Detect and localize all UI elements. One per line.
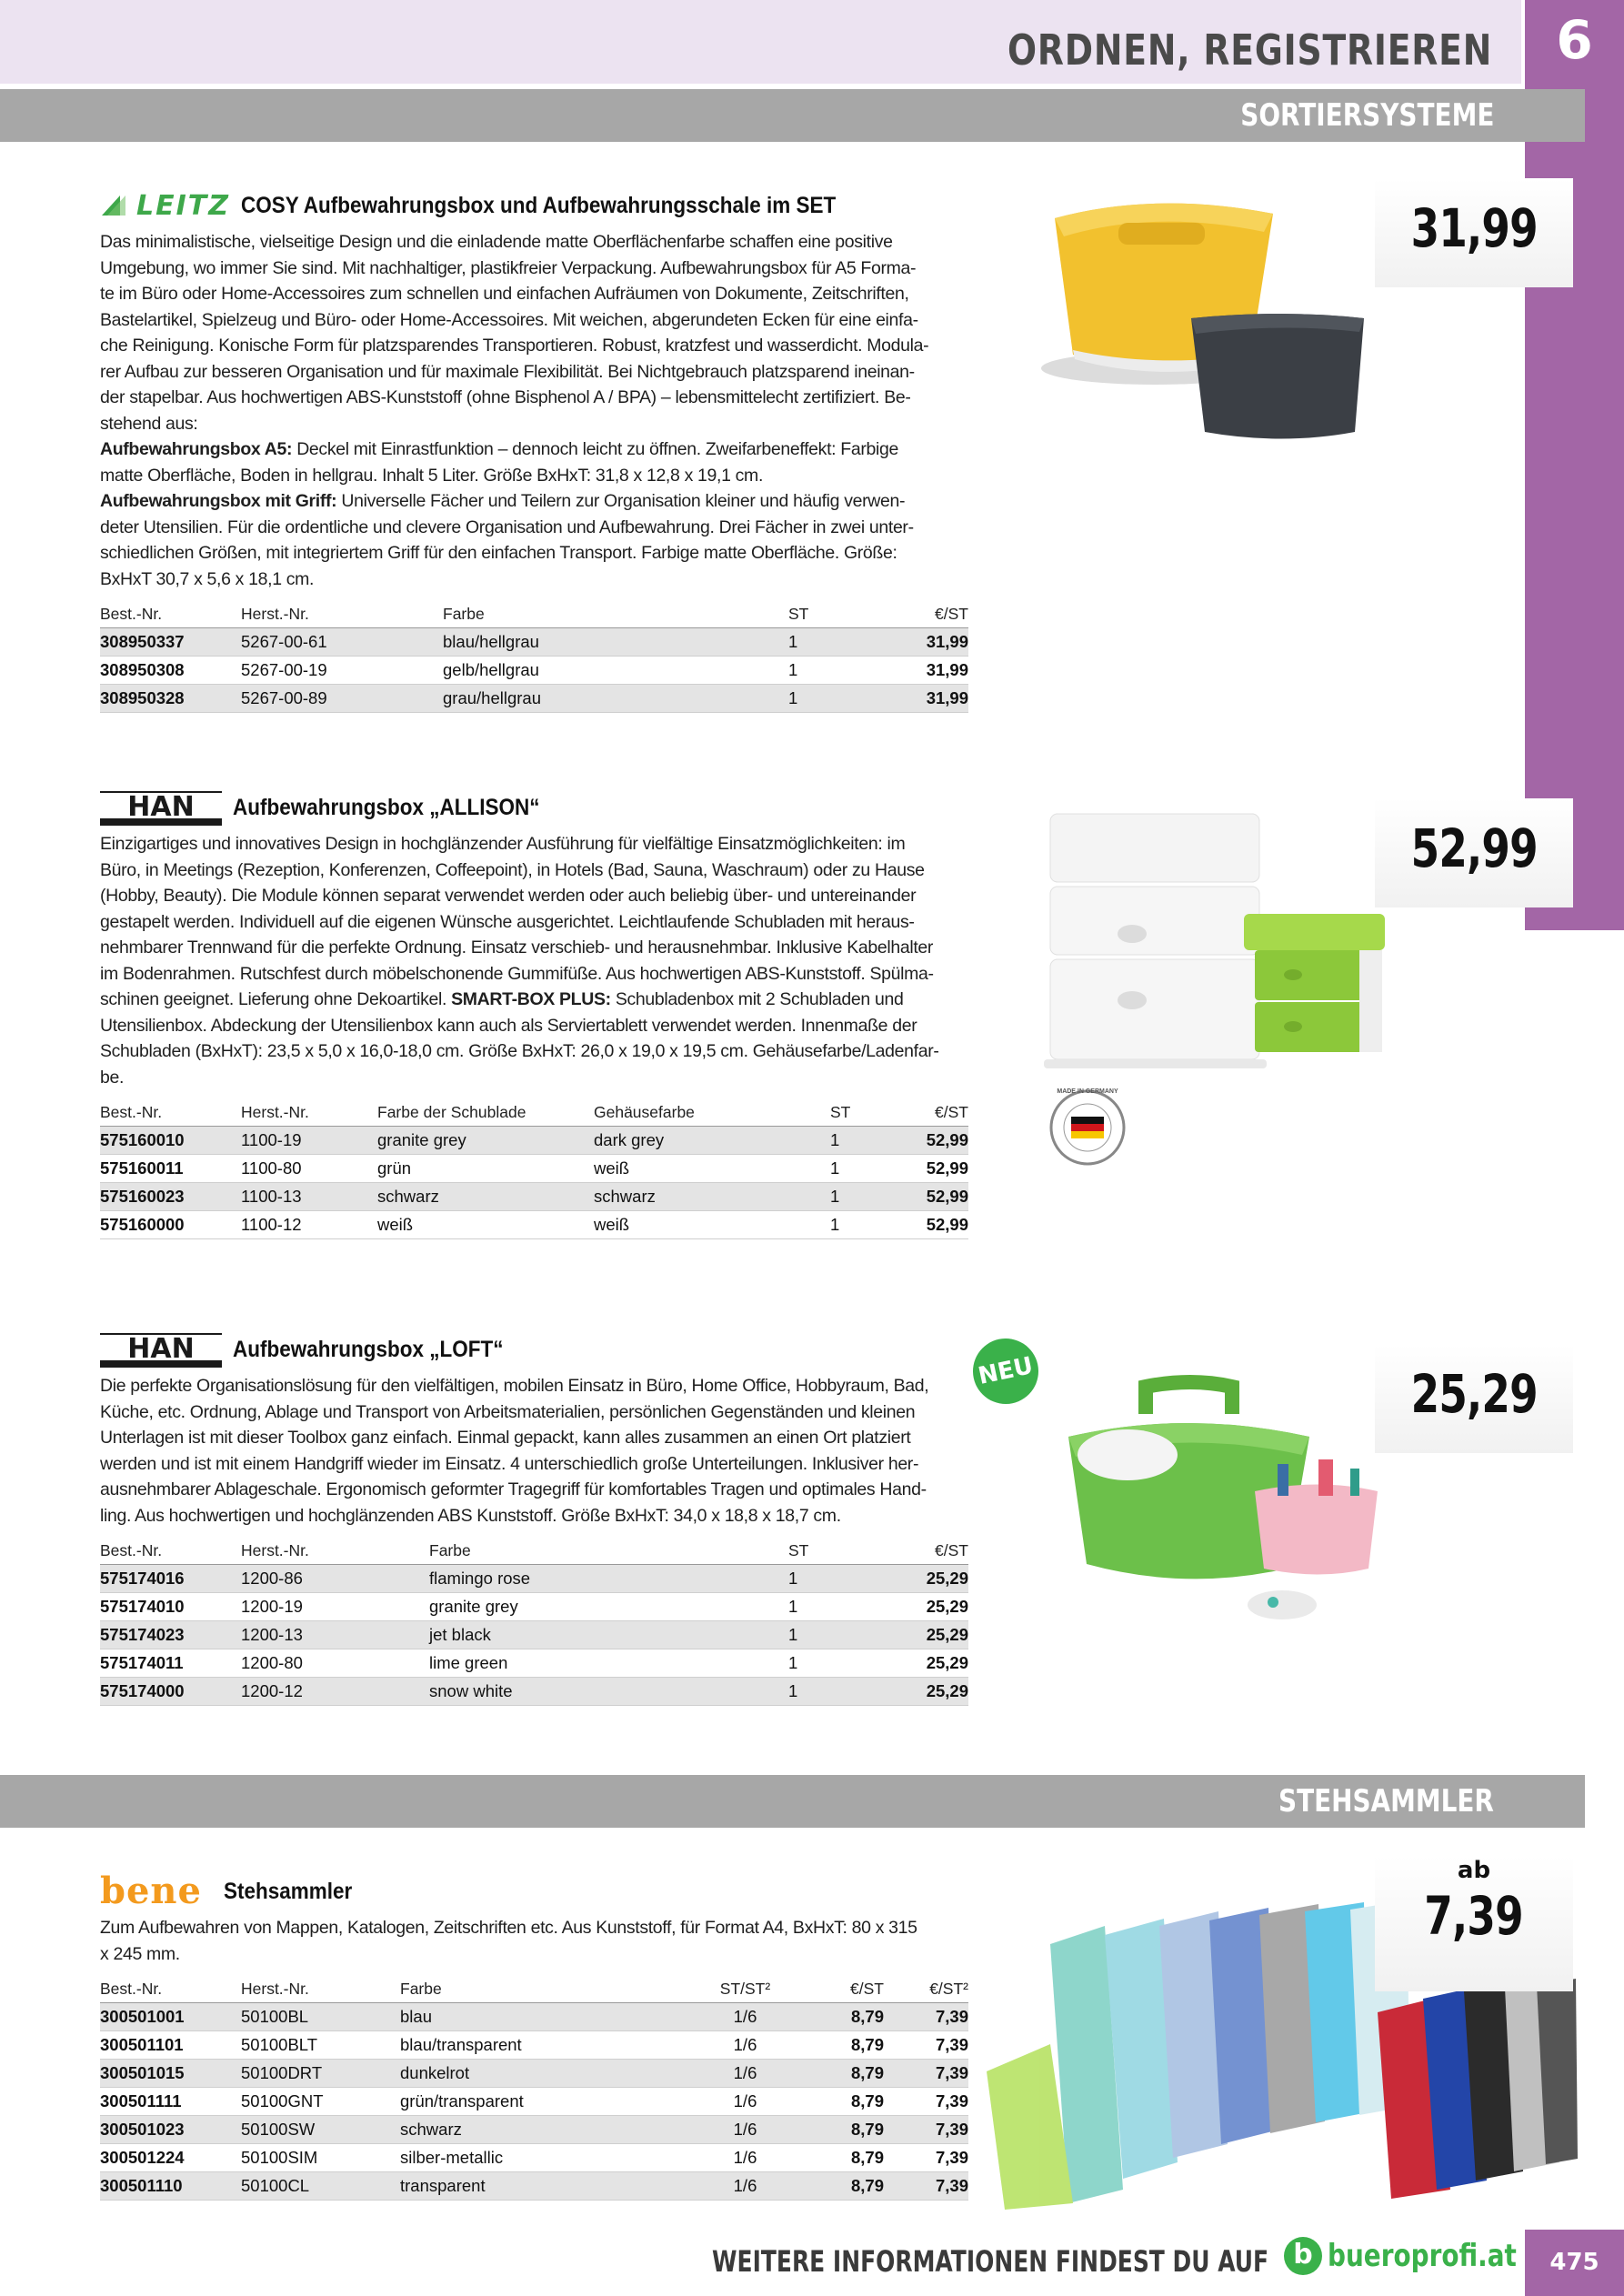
desc-text: Schubladenbox mit 2 Schubladen und: [610, 989, 904, 1009]
table-row: [100, 1127, 968, 1155]
quantity-cell: 1: [788, 1621, 879, 1649]
color-cell: granite grey: [429, 1593, 788, 1621]
desc-line: Das minimalistische, vielseitige Design und die einladende matte Oberflächenfarbe schaffen eine positive: [100, 232, 893, 252]
pack-price-cell: 7,39: [884, 2088, 968, 2116]
price-cell: 8,79: [802, 2060, 884, 2088]
pack-cell: 1/6: [688, 2172, 802, 2201]
desc-line: Bastelartikel, Spielzeug und Büro- oder Home-Accessoires. Mit weichen, abgerundeten Ecken für eine einfa-: [100, 309, 918, 330]
price-cell: 8,79: [802, 2172, 884, 2201]
color-cell: snow white: [429, 1678, 788, 1706]
desc-line: werden und ist mit einem Handgriff wieder im Einsatz. 4 unterschiedlich große Unterteilungen. Inklusiver her-: [100, 1453, 919, 1474]
order-number[interactable]: 575174000: [100, 1678, 241, 1706]
color-cell: silber-metallic: [400, 2144, 688, 2172]
new-badge: NEU: [967, 1332, 1044, 1409]
price-cell: 52,99: [896, 1127, 968, 1155]
manufacturer-number: 50100GNT: [241, 2088, 400, 2116]
product-han-allison: [100, 787, 968, 1239]
order-number[interactable]: 300501110: [100, 2172, 241, 2201]
manufacturer-number: 50100BL: [241, 2003, 400, 2031]
manufacturer-number: 1100-80: [241, 1155, 377, 1183]
order-number[interactable]: 575174011: [100, 1649, 241, 1678]
table-row: [100, 657, 968, 685]
desc-line: deter Utensilien. Für die ordentliche und clevere Organisation und Aufbewahrung. Drei Fächer in zwei unter-: [100, 516, 914, 537]
color-cell: blau/transparent: [400, 2031, 688, 2060]
price-cell: 25,29: [879, 1621, 968, 1649]
made-in-germany-badge: [1048, 1088, 1128, 1168]
table-row: [100, 628, 968, 657]
manufacturer-number: 50100CL: [241, 2172, 400, 2201]
table-header: [100, 605, 968, 628]
han-logo: [100, 787, 222, 827]
table-row: [100, 2003, 968, 2031]
desc-line: Büro, in Meetings (Rezeption, Konferenzen, Coffeepoint), in Hotels (Bad, Sauna, Waschraum) oder zu Hause: [100, 859, 925, 880]
column-header: Farbe: [400, 1980, 688, 2003]
desc-text: Universelle Fächer und Teilern zur Organisation kleiner und häufig verwen-: [336, 491, 906, 511]
color-cell: blau/hellgrau: [443, 628, 788, 657]
column-header: Best.-Nr.: [100, 1103, 241, 1127]
color-cell: blau: [400, 2003, 688, 2031]
footer-text: WEITERE INFORMATIONEN FINDEST DU AUF: [712, 2244, 1269, 2279]
product-header: [100, 1329, 968, 1369]
product-han-loft: [100, 1329, 968, 1706]
quantity-cell: 1: [830, 1211, 896, 1239]
price-amount: 31,99: [1410, 197, 1538, 259]
order-number[interactable]: 300501224: [100, 2144, 241, 2172]
manufacturer-number: 50100BLT: [241, 2031, 400, 2060]
table-header: [100, 1980, 968, 2003]
pack-cell: 1/6: [688, 2144, 802, 2172]
quantity-cell: 1: [788, 1678, 879, 1706]
made-in-germany-text: MADE IN GERMANY: [1057, 1088, 1118, 1095]
table-row: [100, 685, 968, 713]
price-badge: [1375, 1857, 1573, 1948]
desc-line: Die perfekte Organisationslösung für den vielfältigen, mobilen Einsatz in Büro, Home Office, Hobbyraum, Bad,: [100, 1376, 929, 1396]
quantity-cell: 1: [830, 1183, 896, 1211]
manufacturer-number: 1100-13: [241, 1183, 377, 1211]
section-band-sortiersysteme: [0, 89, 1585, 142]
housing-color-cell: dark grey: [594, 1127, 830, 1155]
product-leitz-cosy: [100, 185, 968, 713]
price-cell: 31,99: [879, 685, 968, 713]
drawer-color-cell: grün: [377, 1155, 594, 1183]
manufacturer-number: 5267-00-61: [241, 628, 443, 657]
manufacturer-number: 50100DRT: [241, 2060, 400, 2088]
desc-line: te im Büro oder Home-Accessoires zum schnellen und einfachen Aufräumen von Dokumente, Zeitschriften,: [100, 284, 909, 304]
housing-color-cell: schwarz: [594, 1183, 830, 1211]
price-amount: 52,99: [1410, 817, 1538, 879]
han-logo: [100, 1329, 222, 1369]
pack-price-cell: 7,39: [884, 2116, 968, 2144]
manufacturer-number: 1200-86: [241, 1565, 429, 1593]
desc-line: Zum Aufbewahren von Mappen, Katalogen, Zeitschriften etc. Aus Kunststoff, für Format A4, BxHxT: 80 x 315: [100, 1918, 917, 1938]
product-image-leitz-cosy: [1037, 182, 1373, 455]
price-cell: 25,29: [879, 1678, 968, 1706]
desc-bold-label: Aufbewahrungsbox mit Griff:: [100, 491, 337, 511]
chapter-title: ORDNEN, REGISTRIEREN: [1007, 25, 1492, 75]
table-row: [100, 1649, 968, 1678]
order-number[interactable]: 575160011: [100, 1155, 241, 1183]
product-description: [100, 1373, 968, 1529]
quantity-cell: 1: [788, 1593, 879, 1621]
order-number[interactable]: 300501101: [100, 2031, 241, 2060]
brand-name: HAN: [127, 791, 195, 823]
table-row: [100, 1593, 968, 1621]
table-row: [100, 2088, 968, 2116]
price-badge: [1375, 1362, 1573, 1426]
table-header: [100, 1103, 968, 1127]
column-header: Farbe der Schublade: [377, 1103, 594, 1127]
chapter-number: 6: [1556, 9, 1593, 71]
order-number[interactable]: 575160000: [100, 1211, 241, 1239]
color-cell: transparent: [400, 2172, 688, 2201]
color-cell: flamingo rose: [429, 1565, 788, 1593]
product-title: COSY Aufbewahrungsbox und Aufbewahrungsschale im SET: [241, 192, 837, 218]
column-header: Herst.-Nr.: [241, 1980, 400, 2003]
han-logo-mark-icon: [100, 1329, 222, 1369]
pack-price-cell: 7,39: [884, 2003, 968, 2031]
quantity-cell: 1: [830, 1127, 896, 1155]
housing-color-cell: weiß: [594, 1155, 830, 1183]
desc-line: [100, 436, 968, 463]
desc-line: ling. Aus hochwertigen und hochglänzenden ABS Kunststoff. Größe BxHxT: 34,0 x 18,8 x 18,7 cm.: [100, 1505, 841, 1526]
product-title: Aufbewahrungsbox „LOFT“: [233, 1336, 504, 1362]
order-number[interactable]: 308950328: [100, 685, 241, 713]
column-header: Best.-Nr.: [100, 1541, 241, 1565]
column-header: Gehäusefarbe: [594, 1103, 830, 1127]
manufacturer-number: 1200-19: [241, 1593, 429, 1621]
quantity-cell: 1: [788, 1565, 879, 1593]
price-cell: 31,99: [879, 628, 968, 657]
column-header: Best.-Nr.: [100, 1980, 241, 2003]
brand-name: LEITZ: [136, 189, 230, 222]
quantity-cell: 1: [788, 1649, 879, 1678]
manufacturer-number: 1200-80: [241, 1649, 429, 1678]
desc-text: Deckel mit Einrastfunktion – dennoch leicht zu öffnen. Zweifarbeneffekt: Farbige: [292, 439, 898, 459]
color-cell: lime green: [429, 1649, 788, 1678]
product-title: Stehsammler: [224, 1878, 353, 1904]
column-header: ST/ST²: [688, 1980, 802, 2003]
desc-bold-label: Aufbewahrungsbox A5:: [100, 439, 293, 459]
desc-line: Einzigartiges und innovatives Design in hochglänzender Ausführung für vielfältige Einsatzmöglichkeiten: im: [100, 834, 906, 854]
desc-line: Umgebung, wo immer Sie sind. Mit nachhaltiger, plastikfreier Verpackung. Aufbewahrungsbox für A5 Forma-: [100, 257, 917, 278]
table-row: [100, 2116, 968, 2144]
bene-logo: [100, 1870, 213, 1912]
desc-line: ausnehmbarer Ablageschale. Ergonomisch geformter Tragegriff für komfortables Tragen und optimales Hand-: [100, 1479, 927, 1499]
table-row: [100, 1183, 968, 1211]
price-cell: 25,29: [879, 1565, 968, 1593]
desc-line: schiedlichen Größen, mit integriertem Griff für den einfachen Transport. Farbige matte Oberfläche. Größe:: [100, 543, 897, 563]
manufacturer-number: 5267-00-89: [241, 685, 443, 713]
product-image-han-loft: [1046, 1373, 1391, 1637]
table-row: [100, 1621, 968, 1649]
order-number[interactable]: 308950308: [100, 657, 241, 685]
order-number[interactable]: 575174023: [100, 1621, 241, 1649]
price-cell: 8,79: [802, 2003, 884, 2031]
product-header: [100, 1871, 968, 1911]
order-number[interactable]: 300501015: [100, 2060, 241, 2088]
desc-line: im Bodenrahmen. Rutschfest durch möbelschonende Gummifüße. Aus hochwertigen ABS-Kunststoff. Spülma-: [100, 963, 934, 984]
column-header: €/ST: [879, 605, 968, 628]
quantity-cell: 1: [788, 628, 879, 657]
price-badge: [1375, 196, 1573, 260]
product-header: [100, 787, 968, 827]
table-row: [100, 1211, 968, 1239]
price-badge: [1375, 817, 1573, 880]
price-amount: 7,39: [1424, 1885, 1524, 1947]
product-description: [100, 1915, 968, 1967]
drawer-color-cell: weiß: [377, 1211, 594, 1239]
desc-line: Küche, etc. Ordnung, Ablage und Transport von Arbeitsmaterialien, persönlichen Gegenständen und kleinen: [100, 1401, 916, 1422]
pack-price-cell: 7,39: [884, 2144, 968, 2172]
color-cell: grau/hellgrau: [443, 685, 788, 713]
quantity-cell: 1: [830, 1155, 896, 1183]
desc-line: stehend aus:: [100, 413, 198, 434]
product-description: [100, 831, 968, 1090]
desc-line: be.: [100, 1067, 125, 1088]
manufacturer-number: 1100-12: [241, 1211, 377, 1239]
pack-cell: 1/6: [688, 2031, 802, 2060]
pack-cell: 1/6: [688, 2003, 802, 2031]
order-number[interactable]: 575160023: [100, 1183, 241, 1211]
column-header: Farbe: [429, 1541, 788, 1565]
manufacturer-number: 1200-13: [241, 1621, 429, 1649]
column-header: €/ST: [896, 1103, 968, 1127]
color-cell: grün/transparent: [400, 2088, 688, 2116]
manufacturer-number: 1100-19: [241, 1127, 377, 1155]
price-cell: 8,79: [802, 2116, 884, 2144]
desc-line: x 245 mm.: [100, 1943, 180, 1964]
column-header: Farbe: [443, 605, 788, 628]
order-number[interactable]: 575174016: [100, 1565, 241, 1593]
column-header: Herst.-Nr.: [241, 1103, 377, 1127]
product-bene-stehsammler: [100, 1871, 968, 2201]
order-number[interactable]: 575174010: [100, 1593, 241, 1621]
column-header: €/ST: [879, 1541, 968, 1565]
footer-domain-link[interactable]: bueroprofi.at: [1328, 2238, 1517, 2274]
order-number[interactable]: 300501023: [100, 2116, 241, 2144]
order-number[interactable]: 300501001: [100, 2003, 241, 2031]
manufacturer-number: 1200-12: [241, 1678, 429, 1706]
pack-cell: 1/6: [688, 2116, 802, 2144]
han-logo-mark-icon: [100, 787, 222, 827]
desc-line: [100, 987, 968, 1013]
table-row: [100, 2060, 968, 2088]
pack-cell: 1/6: [688, 2060, 802, 2088]
product-table: [100, 1980, 968, 2201]
price-cell: 8,79: [802, 2031, 884, 2060]
table-row: [100, 2172, 968, 2201]
quantity-cell: 1: [788, 657, 879, 685]
section-title: STEHSAMMLER: [1278, 1783, 1494, 1820]
footer-logo[interactable]: [1284, 2237, 1559, 2275]
price-cell: 52,99: [896, 1211, 968, 1239]
column-header: Best.-Nr.: [100, 605, 241, 628]
quantity-cell: 1: [788, 685, 879, 713]
desc-line: BxHxT 30,7 x 5,6 x 18,1 cm.: [100, 568, 315, 589]
column-header: €/ST: [802, 1980, 884, 2003]
color-cell: dunkelrot: [400, 2060, 688, 2088]
desc-line: che Reinigung. Konische Form für platzsparendes Transportieren. Robust, kratzfest und wasserdicht. Modula-: [100, 336, 929, 356]
color-cell: schwarz: [400, 2116, 688, 2144]
color-cell: jet black: [429, 1621, 788, 1649]
desc-line: Utensilienbox. Abdeckung der Utensilienbox kann auch als Serviertablett verwendet werden. Innenmaße der: [100, 1015, 917, 1036]
order-number[interactable]: 300501111: [100, 2088, 241, 2116]
table-row: [100, 1565, 968, 1593]
desc-line: Schubladen (BxHxT): 23,5 x 5,0 x 16,0-18,0 cm. Größe BxHxT: 26,0 x 19,0 x 19,5 cm. Gehäusefarbe/Ladenfar-: [100, 1041, 939, 1061]
order-number[interactable]: 308950337: [100, 628, 241, 657]
column-header: ST: [830, 1103, 896, 1127]
desc-text: schinen geeignet. Lieferung ohne Dekoartikel.: [100, 989, 447, 1009]
pack-price-cell: 7,39: [884, 2031, 968, 2060]
column-header: ST: [788, 1541, 879, 1565]
desc-line: matte Oberfläche, Boden in hellgrau. Inhalt 5 Liter. Größe BxHxT: 31,8 x 12,8 x 19,1 cm.: [100, 465, 764, 486]
order-number[interactable]: 575160010: [100, 1127, 241, 1155]
price-cell: 25,29: [879, 1649, 968, 1678]
manufacturer-number: 5267-00-19: [241, 657, 443, 685]
product-header: [100, 185, 968, 226]
page-number: 475: [1525, 2230, 1624, 2296]
brand-name: HAN: [127, 1333, 195, 1365]
desc-line: der stapelbar. Aus hochwertigen ABS-Kunststoff (ohne Bisphenol A / BPA) – lebensmittelecht zertifiziert. Be-: [100, 387, 911, 407]
housing-color-cell: weiß: [594, 1211, 830, 1239]
product-table: [100, 1541, 968, 1706]
column-header: Herst.-Nr.: [241, 1541, 429, 1565]
price-cell: 8,79: [802, 2088, 884, 2116]
desc-line: nehmbarer Trennwand für die perfekte Ordnung. Einsatz verschieb- und herausnehmbar. Inklusive Kabelhalter: [100, 937, 934, 958]
desc-line: Unterlagen ist mit dieser Toolbox ganz einfach. Einmal gepackt, kann alles zusammen an einen Ort platziert: [100, 1428, 911, 1448]
desc-line: (Hobby, Beauty). Die Module können separat verwendet werden oder auch beliebig über- und untereinander: [100, 886, 917, 906]
table-row: [100, 1155, 968, 1183]
desc-line: gestapelt werden. Individuell auf die eigenen Wünsche ausgerichtet. Leichtlaufende Schubladen mit heraus-: [100, 911, 915, 932]
pack-price-cell: 7,39: [884, 2060, 968, 2088]
pack-cell: 1/6: [688, 2088, 802, 2116]
table-header: [100, 1541, 968, 1565]
desc-line: [100, 488, 968, 515]
desc-bold-label: SMART-BOX PLUS:: [451, 989, 611, 1009]
brand-name: bene: [100, 1870, 202, 1912]
price-cell: 31,99: [879, 657, 968, 685]
leitz-logo: [100, 190, 230, 222]
table-row: [100, 2144, 968, 2172]
price-prefix: ab: [1457, 1857, 1491, 1884]
manufacturer-number: 50100SIM: [241, 2144, 400, 2172]
color-cell: gelb/hellgrau: [443, 657, 788, 685]
pack-price-cell: 7,39: [884, 2172, 968, 2201]
drawer-color-cell: schwarz: [377, 1183, 594, 1211]
product-title: Aufbewahrungsbox „ALLISON“: [233, 794, 540, 820]
price-cell: 25,29: [879, 1593, 968, 1621]
bueroprofi-logo-icon: b: [1284, 2237, 1322, 2275]
product-description: [100, 229, 968, 592]
manufacturer-number: 50100SW: [241, 2116, 400, 2144]
price-cell: 52,99: [896, 1155, 968, 1183]
price-cell: 52,99: [896, 1183, 968, 1211]
column-header: Herst.-Nr.: [241, 605, 443, 628]
column-header: ST: [788, 605, 879, 628]
table-row: [100, 1678, 968, 1706]
price-amount: 25,29: [1410, 1363, 1538, 1425]
product-table: [100, 1103, 968, 1239]
table-row: [100, 2031, 968, 2060]
section-title: SORTIERSYSTEME: [1239, 97, 1494, 134]
desc-line: rer Aufbau zur besseren Organisation und für maximale Flexibilität. Bei Nichtgebrauch platzsparend ineinan-: [100, 361, 915, 382]
drawer-color-cell: granite grey: [377, 1127, 594, 1155]
product-image-han-allison: [1037, 800, 1400, 1082]
section-band-stehsammler: [0, 1775, 1585, 1828]
price-cell: 8,79: [802, 2144, 884, 2172]
product-table: [100, 605, 968, 713]
column-header: €/ST²: [884, 1980, 968, 2003]
